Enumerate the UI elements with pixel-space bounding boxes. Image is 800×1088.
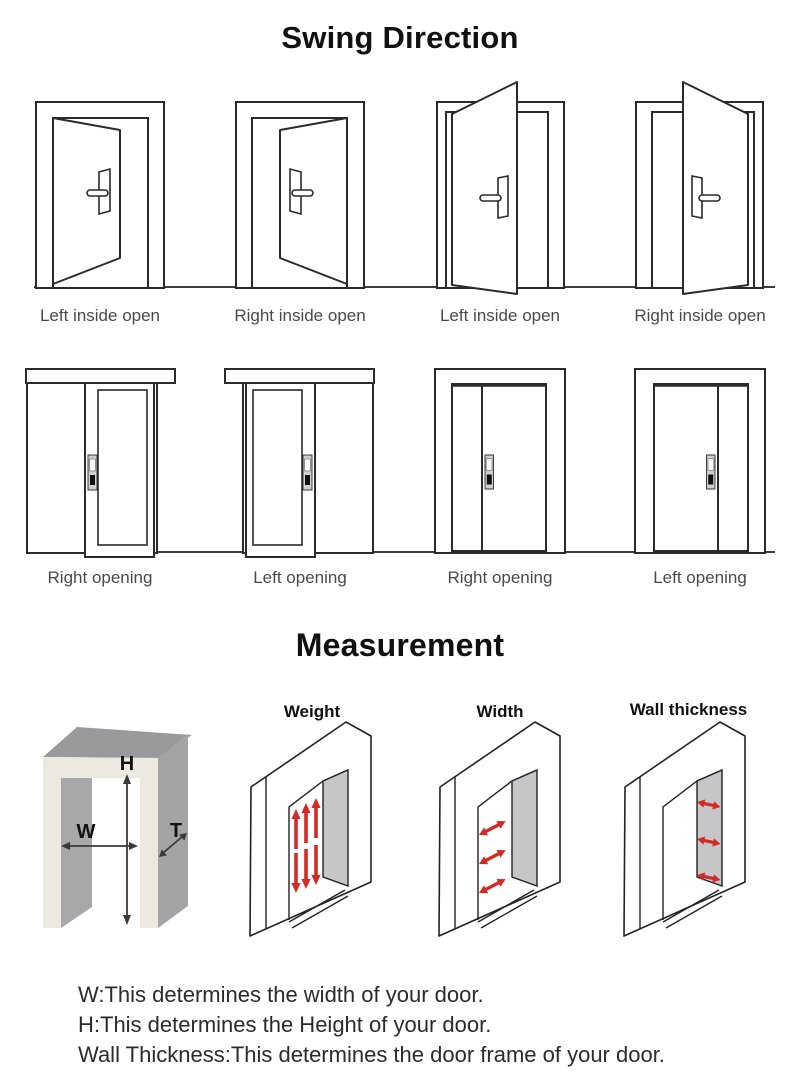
door-left-outswing-diagram	[400, 72, 600, 302]
door-cell	[200, 72, 400, 302]
note-line: H:This determines the Height of your door.	[78, 1012, 492, 1037]
door-label: Left inside open	[39, 306, 161, 325]
door-label: Right opening	[447, 568, 553, 587]
door-label: Left opening	[253, 568, 347, 587]
note-line: W:This determines the width of your door.	[78, 982, 484, 1007]
swing-direction-title: Swing Direction	[281, 20, 519, 55]
weight-measure-diagram	[245, 688, 380, 948]
door-cell	[600, 345, 800, 575]
sliding-door-right-opening-diagram	[0, 345, 200, 575]
door-label: Right inside open	[634, 306, 766, 325]
measurement-title: Measurement	[295, 627, 505, 663]
sliding-label-row	[0, 568, 800, 588]
portal-reveal-face	[61, 778, 92, 928]
door-cell	[400, 72, 600, 302]
door-cell	[600, 72, 800, 302]
door-cell	[200, 345, 400, 575]
door-left-inside-open-diagram	[0, 72, 200, 302]
wall-thickness-heading: Wall thickness	[629, 700, 748, 719]
width-heading: Width	[476, 702, 524, 721]
sliding-door-row	[0, 345, 800, 575]
note-line: Wall Thickness:This determines the door frame of your door.	[78, 1042, 665, 1067]
door-cell	[0, 345, 200, 575]
door-cell	[0, 72, 200, 302]
door-right-outswing-diagram	[600, 72, 800, 302]
door-label: Left inside open	[439, 306, 561, 325]
door-label: Right inside open	[234, 306, 366, 325]
pocket-door-left-opening-diagram	[600, 345, 800, 575]
door-label: Left opening	[653, 568, 747, 587]
portal-front-face	[43, 757, 158, 928]
swing-label-row	[0, 306, 800, 326]
pocket-door-right-opening-diagram	[400, 345, 600, 575]
weight-heading: Weight	[283, 702, 341, 721]
door-cell	[400, 345, 600, 575]
width-measure-diagram	[434, 688, 569, 948]
wall-thickness-measure-diagram	[619, 688, 754, 948]
sliding-door-left-opening-diagram	[200, 345, 400, 575]
doorway-dimensions-diagram	[38, 722, 198, 937]
swing-door-row	[0, 72, 800, 302]
door-right-inside-open-diagram	[200, 72, 400, 302]
measurement-notes	[78, 980, 665, 1070]
width-label: W	[76, 821, 96, 843]
height-label: H	[119, 753, 135, 775]
door-label: Right opening	[47, 568, 153, 587]
thickness-label: T	[169, 820, 183, 842]
